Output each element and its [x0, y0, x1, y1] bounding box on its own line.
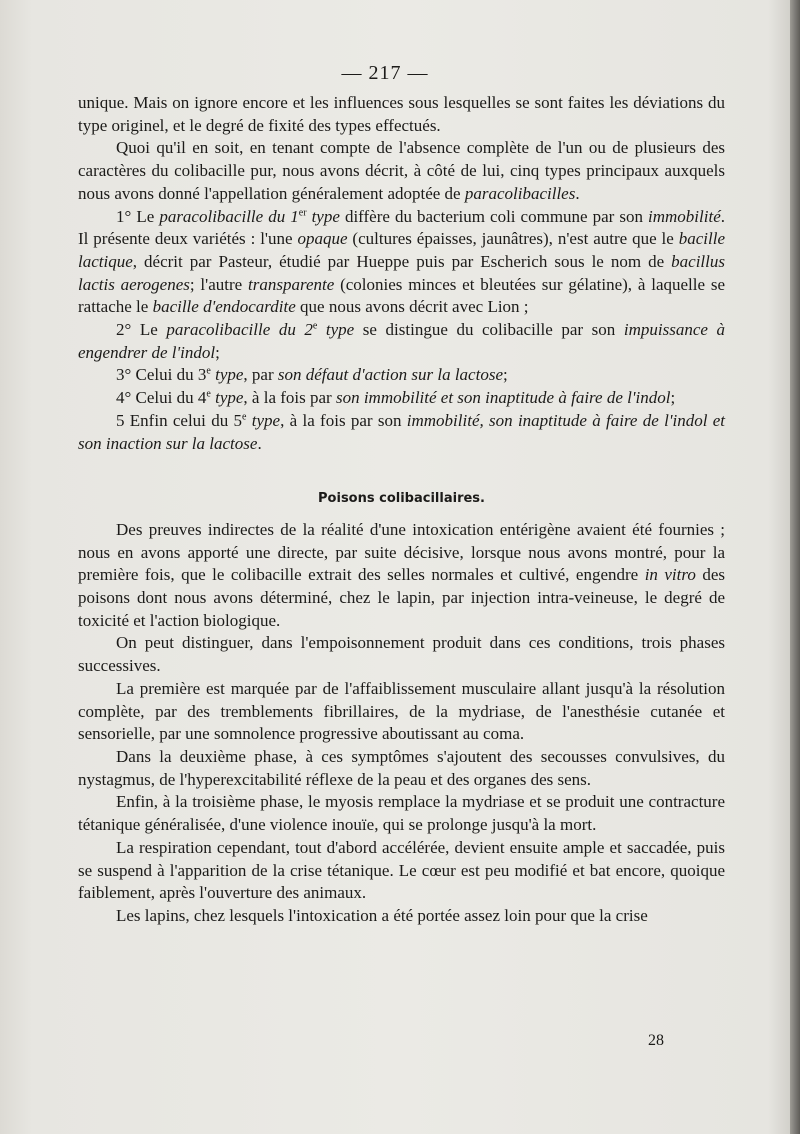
paragraph-proofs: Des preuves indirectes de la réalité d'une intoxication entérigène avaient été fournies ; nous en avons apporté une directe, par suite décisive, lorsque nous avons montré, pour la première fois, que le colibacille extrait des selles normales et cultivé, engendre in vitro des poisons dont nous avons déterminé, chez le lapin, par injection intra-veineuse, le degré de toxicité et l'action biologique. [78, 519, 725, 630]
page-edge-shadow [790, 0, 800, 1134]
paragraph-phase-1: La première est marquée par de l'affaiblissement musculaire allant jusqu'à la résolution complète, par des tremblements fibrillaires, de la mydriase, de l'anesthésie cutanée et sensorielle, par une somnolence progressive aboutissant au coma. [78, 678, 725, 744]
paragraph-type-2: 2° Le paracolibacille du 2e type se distingue du colibacille par son impuissance à engendrer de l'indol; [78, 320, 725, 362]
section-heading: Poisons colibacillaires. [318, 491, 485, 507]
signature-mark: 28 [648, 1032, 664, 1049]
paragraph-type-4: 4° Celui du 4e type, à la fois par son immobilité et son inaptitude à faire de l'indol; [116, 388, 676, 408]
page-number: — 217 — [341, 62, 429, 84]
paragraph-type-3: 3° Celui du 3e type, par son défaut d'action sur la lactose; [116, 365, 508, 385]
body-text [78, 92, 725, 928]
paragraph-lapins: Les lapins, chez lesquels l'intoxication a été portée assez loin pour que la crise [116, 905, 648, 925]
paragraph-respiration: La respiration cependant, tout d'abord accélérée, devient ensuite ample et saccadée, puis se suspend à l'apparition de la crise tétanique. Le cœur est peu modifié et bat encore, quoique faiblement, après l'ouverture des animaux. [78, 837, 725, 903]
paragraph-type-5: 5 Enfin celui du 5e type, à la fois par son immobilité, son inaptitude à faire de l'indol et son inaction sur la lactose. [78, 410, 725, 453]
paragraph-types-intro: Quoi qu'il en soit, en tenant compte de l'absence complète de l'un ou de plusieurs des caractères du colibacille pur, nous avons décrit, à côté de lui, cinq types principaux auxquels nous avons donné l'appellation généralement adoptée de paracolibacilles. [78, 138, 725, 203]
paragraph-type-1: 1° Le paracolibacille du 1er type diffère du bacterium coli commune par son immobilité. Il présente deux variétés : l'une opaque (cultures épaisses, jaunâtres), n'est autre que le bacille lactique, décrit par Pasteur, étudié par Hueppe puis par Escherich sous le nom de bacillus lactis aerogenes; l'autre transparente (colonies minces et bleutées sur gélatine), à laquelle se rattache le bacille d'endocardite que nous avons décrit avec Lion ; [78, 206, 725, 317]
paragraph-phase-3: Enfin, à la troisième phase, le myosis remplace la mydriase et se produit une contracture tétanique généralisée, d'une violence inouïe, qui se prolonge jusqu'à la mort. [78, 792, 725, 835]
paragraph-phases: On peut distinguer, dans l'empoisonnement produit dans ces conditions, trois phases successives. [78, 633, 725, 676]
paragraph-continuation: unique. Mais on ignore encore et les influences sous lesquelles se sont faites les déviations du type originel, et le degré de fixité des types effectués. [78, 93, 725, 135]
paragraph-phase-2: Dans la deuxième phase, à ces symptômes s'ajoutent des secousses convulsives, du nystagmus, de l'hyperexcitabilité réflexe de la peau et des organes des sens. [78, 746, 725, 789]
